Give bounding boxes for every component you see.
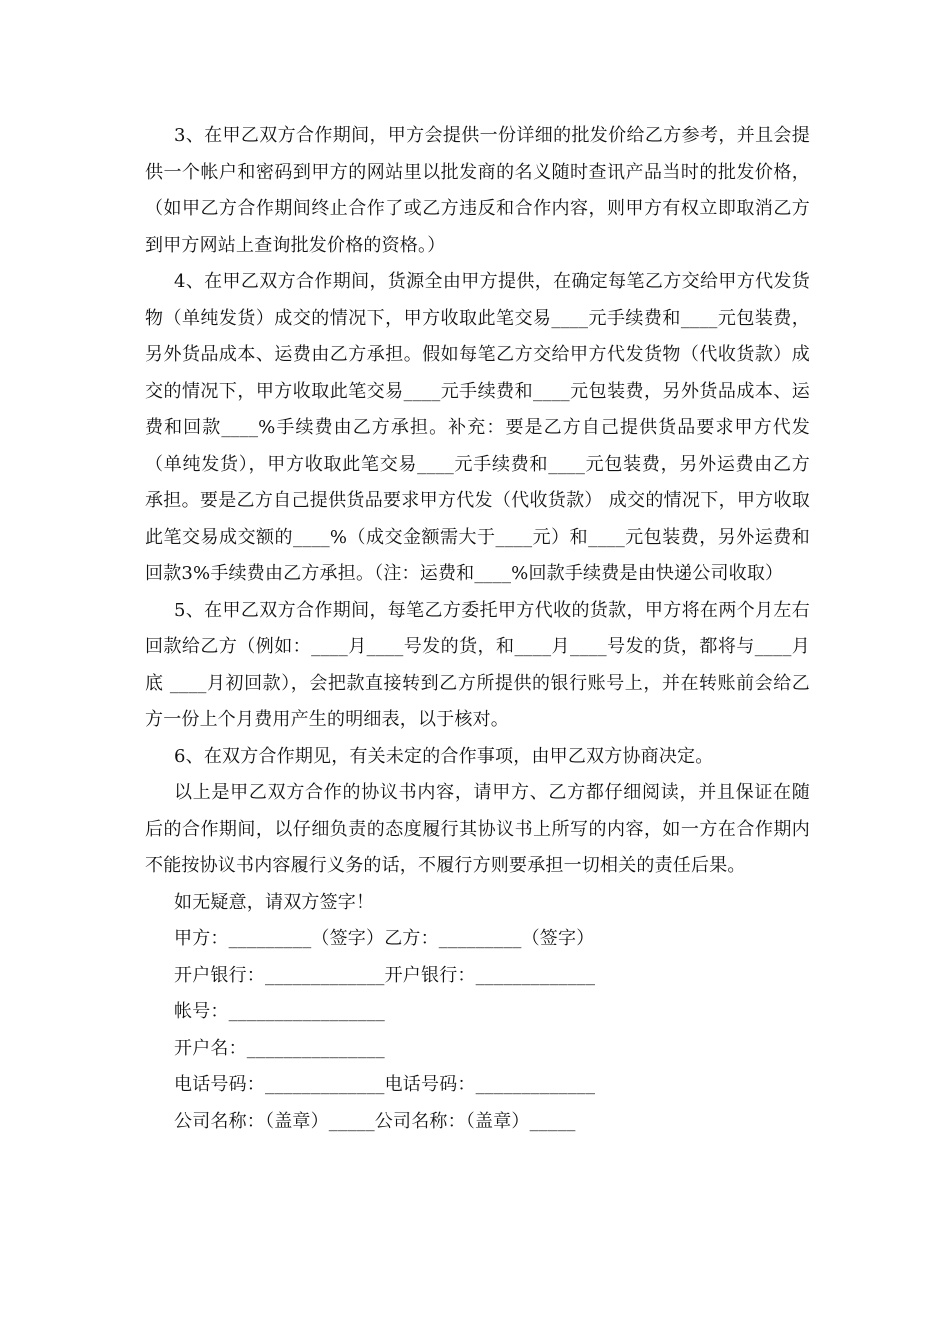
clause-3-paragraph: 3、在甲乙双方合作期间，甲方会提供一份详细的批发价给乙方参考，并且会提供一个帐户和密码到甲方的网站里以批发商的名义随时查讯产品当时的批发价格，（如甲乙方合作期间终止合作了或乙方违反和合作内容，则甲方有权立即取消乙方到甲方网站上查询批发价格的资格。） — [145, 125, 810, 256]
clause-6-paragraph: 6、在双方合作期见，有关未定的合作事项，由甲乙双方协商决定。 — [174, 745, 714, 767]
signature-line-bank: 开户银行：_____________开户银行：_____________ — [174, 964, 596, 986]
document-body — [145, 118, 810, 1140]
clause-5-paragraph: 5、在甲乙双方合作期间，每笔乙方委托甲方代收的货款，甲方将在两个月左右回款给乙方（例如：____月____号发的货，和____月____号发的货，都将与____月底 ____月初回款），会把款直接转到乙方所提供的银行账号上，并在转账前会给乙方一份上个月费用产生的明细表，以于核对。 — [145, 599, 810, 730]
signature-line-phone: 电话号码：_____________电话号码：_____________ — [174, 1074, 596, 1095]
signature-line-company: 公司名称：（盖章）_____公司名称：（盖章）_____ — [174, 1110, 576, 1132]
clause-4-paragraph: 4、在甲乙双方合作期间，货源全由甲方提供，在确定每笔乙方交给甲方代发货物（单纯发货）成交的情况下，甲方收取此笔交易____元手续费和____元包装费，另外货品成本、运费由乙方承担。假如每笔乙方交给甲方代发货物（代收货款）成交的情况下，甲方收取此笔交易____元手续费和____元包装费，另外货品成本、运费和回款____%手续费由乙方承担。补充：要是乙方自己提供货品要求甲方代发（单纯发货），甲方收取此笔交易____元手续费和____元包装费，另外运费由乙方承担。要是乙方自己提供货品要求甲方代发（代收货款） 成交的情况下，甲方收取此笔交易成交额的____%（成交金额需大于____元）和____元包装费，另外运费和回款3%手续费由乙方承担。（注：运费和____%回款手续费是由快递公司收取） — [145, 271, 810, 584]
signature-line-parties: 甲方：_________（签字）乙方：_________（签字） — [174, 928, 595, 949]
signature-line-account-name: 开户名：_______________ — [174, 1037, 385, 1059]
closing-line: 如无疑意，请双方签字！ — [174, 891, 375, 913]
signature-line-account: 帐号：_________________ — [174, 1001, 385, 1022]
summary-paragraph: 以上是甲乙双方合作的协议书内容，请甲方、乙方都仔细阅读，并且保证在随后的合作期间，以仔细负责的态度履行其协议书上所写的内容，如一方在合作期内不能按协议书内容履行义务的话，不履行方则要承担一切相关的责任后果。 — [145, 782, 810, 876]
